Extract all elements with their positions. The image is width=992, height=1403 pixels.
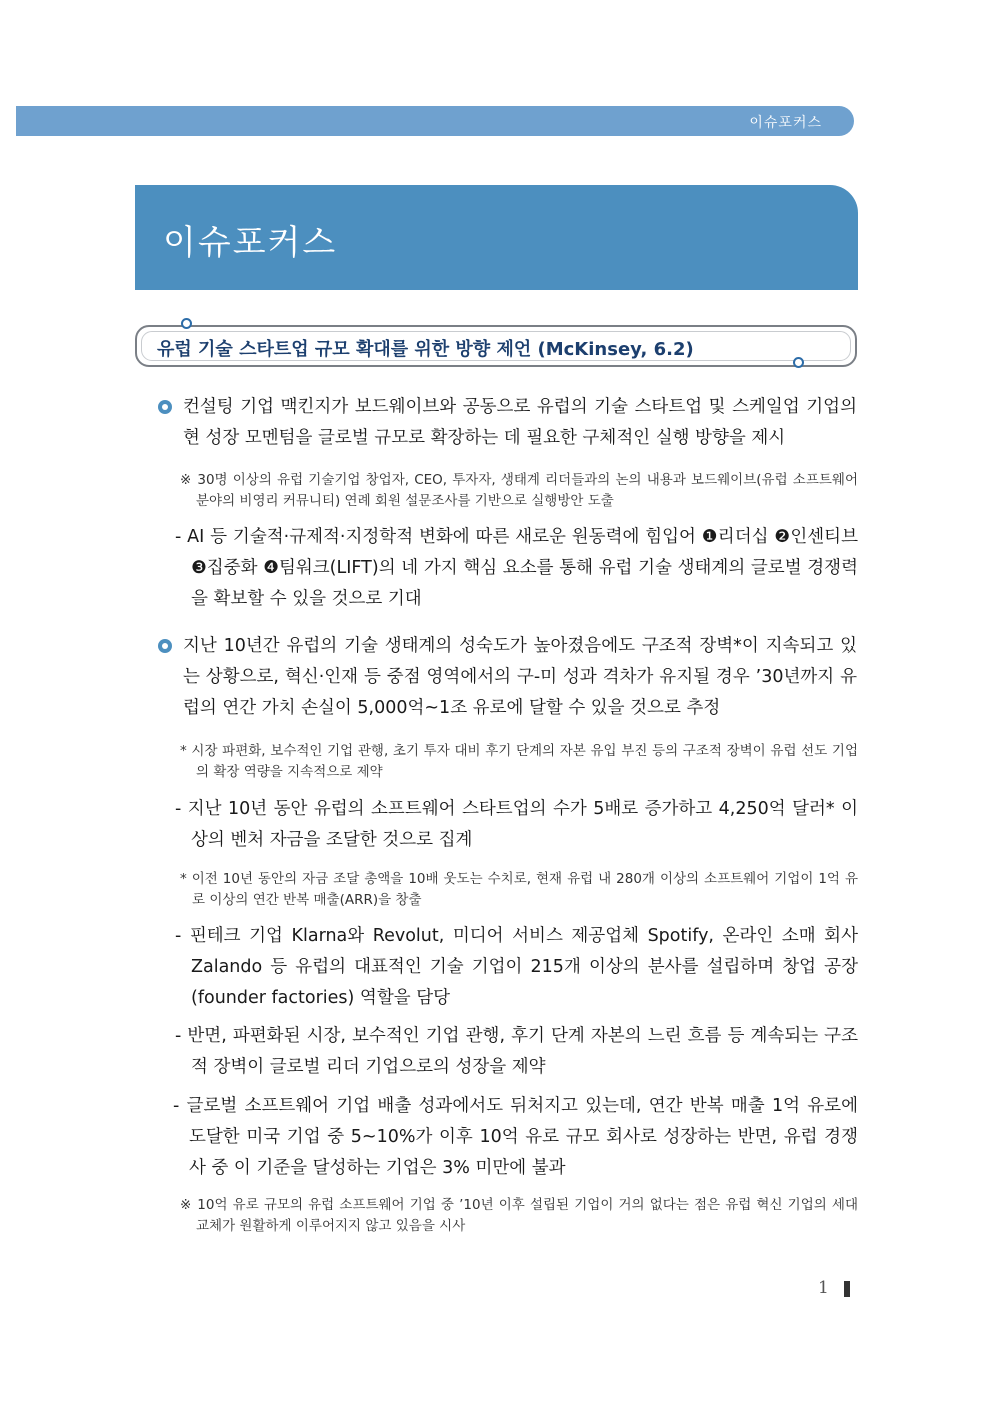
section-subtitle: 유럽 기술 스타트업 규모 확대를 위한 방향 제언 (McKinsey, 6.2) bbox=[157, 339, 694, 360]
dash-item: - AI 등 기술적·규제적·지정학적 변화에 따른 새로운 원동력에 힘입어 ❶리더십 ❷인센티브 ❸집중화 ❹팀워크(LIFT)의 네 가지 핵심 요소를 통해 유럽 기술 생태계의 글로벌 경쟁력을 확보할 수 있을 것으로 기대 bbox=[175, 527, 858, 609]
footnote: * 시장 파편화, 보수적인 기업 관행, 초기 투자 대비 후기 단계의 자본 유입 부진 등의 구조적 장벽이 유럽 선도 기업의 확장 역량을 지속적으로 제약 bbox=[180, 743, 858, 780]
subtitle-dot-top bbox=[181, 318, 192, 329]
page-number: 1 bbox=[818, 1278, 829, 1298]
bullet-icon bbox=[158, 400, 172, 414]
page-number-bar bbox=[844, 1281, 850, 1297]
bullet-icon bbox=[158, 639, 172, 653]
subtitle-frame bbox=[135, 325, 857, 367]
dash-item: - 반면, 파편화된 시장, 보수적인 기업 관행, 후기 단계 자본의 느린 흐름 등 계속되는 구조적 장벽이 글로벌 리더 기업으로의 성장을 제약 bbox=[175, 1026, 858, 1077]
dash-item: - 지난 10년 동안 유럽의 소프트웨어 스타트업의 수가 5배로 증가하고 4,250억 달러* 이상의 벤처 자금을 조달한 것으로 집계 bbox=[175, 799, 858, 850]
dash-item: - 핀테크 기업 Klarna와 Revolut, 미디어 서비스 제공업체 Spotify, 온라인 소매 회사 Zalando 등 유럽의 대표적인 기술 기업이 215개 이상의 분사를 설립하며 창업 공장(founder factories) 역할을 담당 bbox=[175, 926, 858, 1008]
page-title: 이슈포커스 bbox=[163, 223, 338, 263]
header-band bbox=[16, 106, 854, 136]
paragraph: 컨설팅 기업 맥킨지가 보드웨이브와 공동으로 유럽의 기술 스타트업 및 스케일업 기업의 현 성장 모멘텀을 글로벌 규모로 확장하는 데 필요한 구체적인 실행 방향을 제시 bbox=[183, 397, 857, 448]
footnote: * 이전 10년 동안의 자금 조달 총액을 10배 웃도는 수치로, 현재 유럽 내 280개 이상의 소프트웨어 기업이 1억 유로 이상의 연간 반복 매출(ARR)을 창출 bbox=[180, 871, 858, 908]
header-band-label: 이슈포커스 bbox=[749, 115, 822, 131]
footnote: ※ 30명 이상의 유럽 기술기업 창업자, CEO, 투자자, 생태계 리더들과의 논의 내용과 보드웨이브(유럽 소프트웨어 분야의 비영리 커뮤니티) 연례 회원 설문조사를 기반으로 실행방안 도출 bbox=[180, 472, 858, 509]
title-box bbox=[135, 185, 858, 290]
footnote: ※ 10억 유로 규모의 유럽 소프트웨어 기업 중 ’10년 이후 설립된 기업이 거의 없다는 점은 유럽 혁신 기업의 세대 교체가 원활하게 이루어지지 않고 있음을 시사 bbox=[180, 1197, 858, 1234]
subtitle-dot-bottom bbox=[793, 357, 804, 368]
dash-item: - 글로벌 소프트웨어 기업 배출 성과에서도 뒤처지고 있는데, 연간 반복 매출 1억 유로에 도달한 미국 기업 중 5~10%가 이후 10억 유로 규모 회사로 성장하는 반면, 유럽 경쟁사 중 이 기준을 달성하는 기업은 3% 미만에 불과 bbox=[173, 1096, 858, 1178]
paragraph: 지난 10년간 유럽의 기술 생태계의 성숙도가 높아졌음에도 구조적 장벽*이 지속되고 있는 상황으로, 혁신·인재 등 중점 영역에서의 구-미 성과 격차가 유지될 경우 ’30년까지 유럽의 연간 가치 손실이 5,000억~1조 유로에 달할 수 있을 것으로 추정 bbox=[183, 636, 857, 718]
